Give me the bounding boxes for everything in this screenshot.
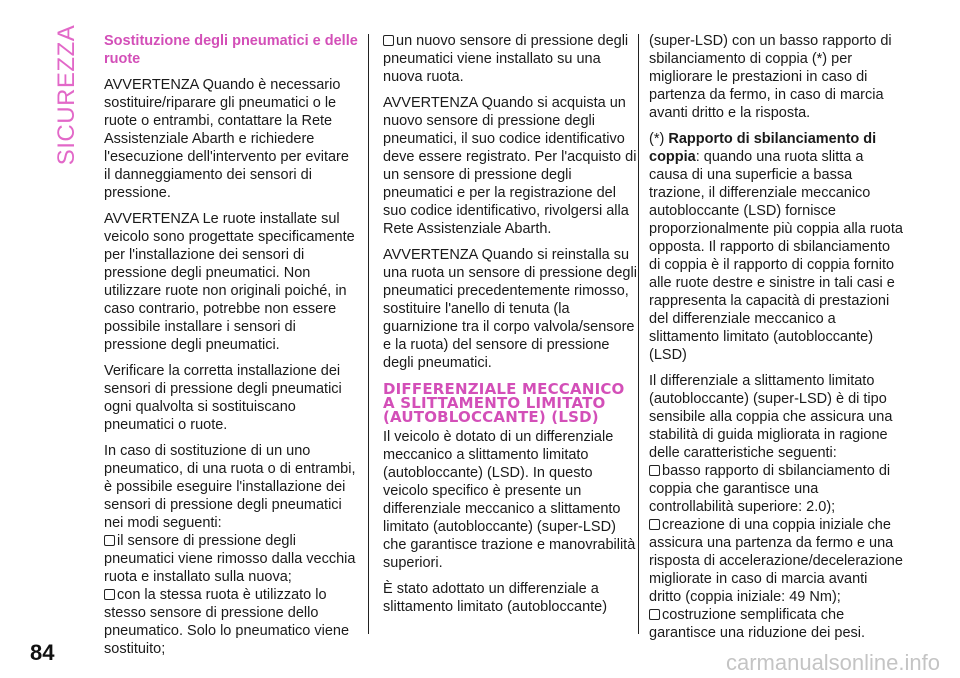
- bullet-text: costruzione semplificata che garantisce una riduzione dei pesi.: [649, 607, 866, 641]
- watermark: carmanualsonline.info: [725, 650, 940, 675]
- bullet-text: creazione di una coppia iniziale che assicura una partenza da fermo e una risposta di accelerazione/decelerazione migliorate in caso di marcia avanti dritto (coppia iniziale: 49 Nm);: [649, 517, 903, 605]
- footnote-marker: (*): [649, 131, 669, 147]
- page-number: 84: [30, 640, 55, 665]
- section-side-label: [52, 24, 82, 166]
- checkbox-bullet-icon: [104, 589, 115, 600]
- bullet-item: [104, 586, 358, 658]
- paragraph: AVVERTENZA Quando è necessario sostituire/riparare gli pneumatici o le ruote o entrambi, contattare la Rete Assistenziale Abarth e richiedere l'esecuzione dell'intervento per evitare il danneggiamento dei sensori di pressione.: [104, 77, 349, 201]
- bullet-item: [383, 32, 637, 86]
- paragraph: (super-LSD) con un basso rapporto di sbilanciamento di coppia (*) per migliorare le prestazioni in caso di partenza da fermo, in caso di marcia avanti dritto e la risposta.: [649, 33, 892, 121]
- paragraph: AVVERTENZA Quando si reinstalla su una ruota un sensore di pressione degli pneumatici precedentemente rimosso, sostituire l'anello di tenuta (la guarnizione tra il corpo valvola/sensore e la ruota) del sensore di pressione degli pneumatici.: [383, 247, 637, 371]
- bullet-text: il sensore di pressione degli pneumatici viene rimosso dalla vecchia ruota e installato sulla nuova;: [104, 533, 356, 585]
- paragraph: Il veicolo è dotato di un differenziale meccanico a slittamento limitato (autobloccante) (LSD). In questo veicolo specifico è presente un differenziale meccanico a slittamento limitato (autobloccante) (super-LSD) che garantisce trazione e manovrabilità superiori.: [383, 429, 636, 571]
- checkbox-bullet-icon: [383, 35, 394, 46]
- section-side-label-text: SICUREZZA: [53, 24, 80, 166]
- footnote-text: : quando una ruota slitta a causa di una superficie a bassa trazione, il differenziale meccanico autobloccante (LSD) fornisce proporzionalmente più coppia alla ruota opposta. Il rapporto di sbilanciamento di coppia è il rapporto di coppia fornito alle ruote destre e sinistre in tali casi e rappresenta la capacità di prestazioni del differenziale meccanico a slittamento limitato (autobloccante) (LSD): [649, 149, 903, 363]
- bullet-text: un nuovo sensore di pressione degli pneumatici viene installato su una nuova ruota.: [383, 33, 629, 85]
- checkbox-bullet-icon: [104, 535, 115, 546]
- bullet-item: [649, 606, 903, 642]
- bullet-item: [104, 532, 358, 586]
- bullet-text: basso rapporto di sbilanciamento di coppia che garantisce una controllabilità superiore: 2.0);: [649, 463, 891, 515]
- column-divider-2: [638, 34, 639, 634]
- paragraph: In caso di sostituzione di un uno pneumatico, di una ruota o di entrambi, è possibile eseguire l'installazione dei sensori di pressione degli pneumatici nei modi seguenti:: [104, 443, 356, 531]
- column-divider-1: [368, 34, 369, 634]
- section-heading-lsd: DIFFERENZIALE MECCANICO A SLITTAMENTO LIMITATO (AUTOBLOCCANTE) (LSD): [383, 380, 625, 426]
- paragraph: Il differenziale a slittamento limitato (autobloccante) (super-LSD) è di tipo sensibile alla coppia che assicura una stabilità di guida migliorata in ragione delle caratteristiche seguenti:: [649, 373, 893, 461]
- bullet-item: [649, 462, 903, 516]
- bullet-item: [649, 516, 903, 606]
- paragraph: AVVERTENZA Le ruote installate sul veicolo sono progettate specificamente per l'installazione dei sensori di pressione degli pneumatici. Non utilizzare ruote non originali poiché, in caso contrario, potrebbe non essere possibile installare i sensori di pressione degli pneumatici.: [104, 211, 355, 353]
- paragraph: Verificare la corretta installazione dei sensori di pressione degli pneumatici ogni qualvolta si sostituiscano pneumatici o ruote.: [104, 363, 342, 433]
- section-heading-tyre-replacement: Sostituzione degli pneumatici e delle ruote: [104, 33, 358, 67]
- footnote-term: Rapporto di sbilanciamento di coppia: [649, 131, 877, 165]
- text-column-3: [649, 32, 903, 642]
- footnote-torque-bias: [649, 130, 903, 364]
- text-column-1: [104, 32, 358, 658]
- checkbox-bullet-icon: [649, 465, 660, 476]
- paragraph: AVVERTENZA Quando si acquista un nuovo sensore di pressione degli pneumatici, il suo codice identificativo deve essere registrato. Per l'acquisto di un sensore di pressione degli pneumatici e per la registrazione del suo codice identificativo, rivolgersi alla Rete Assistenziale Abarth.: [383, 95, 637, 237]
- checkbox-bullet-icon: [649, 609, 660, 620]
- bullet-text: con la stessa ruota è utilizzato lo stesso sensore di pressione dello pneumatico. Solo lo pneumatico viene sostituito;: [104, 587, 350, 657]
- text-column-2: [383, 32, 637, 624]
- paragraph: È stato adottato un differenziale a slittamento limitato (autobloccante): [383, 581, 608, 615]
- checkbox-bullet-icon: [649, 519, 660, 530]
